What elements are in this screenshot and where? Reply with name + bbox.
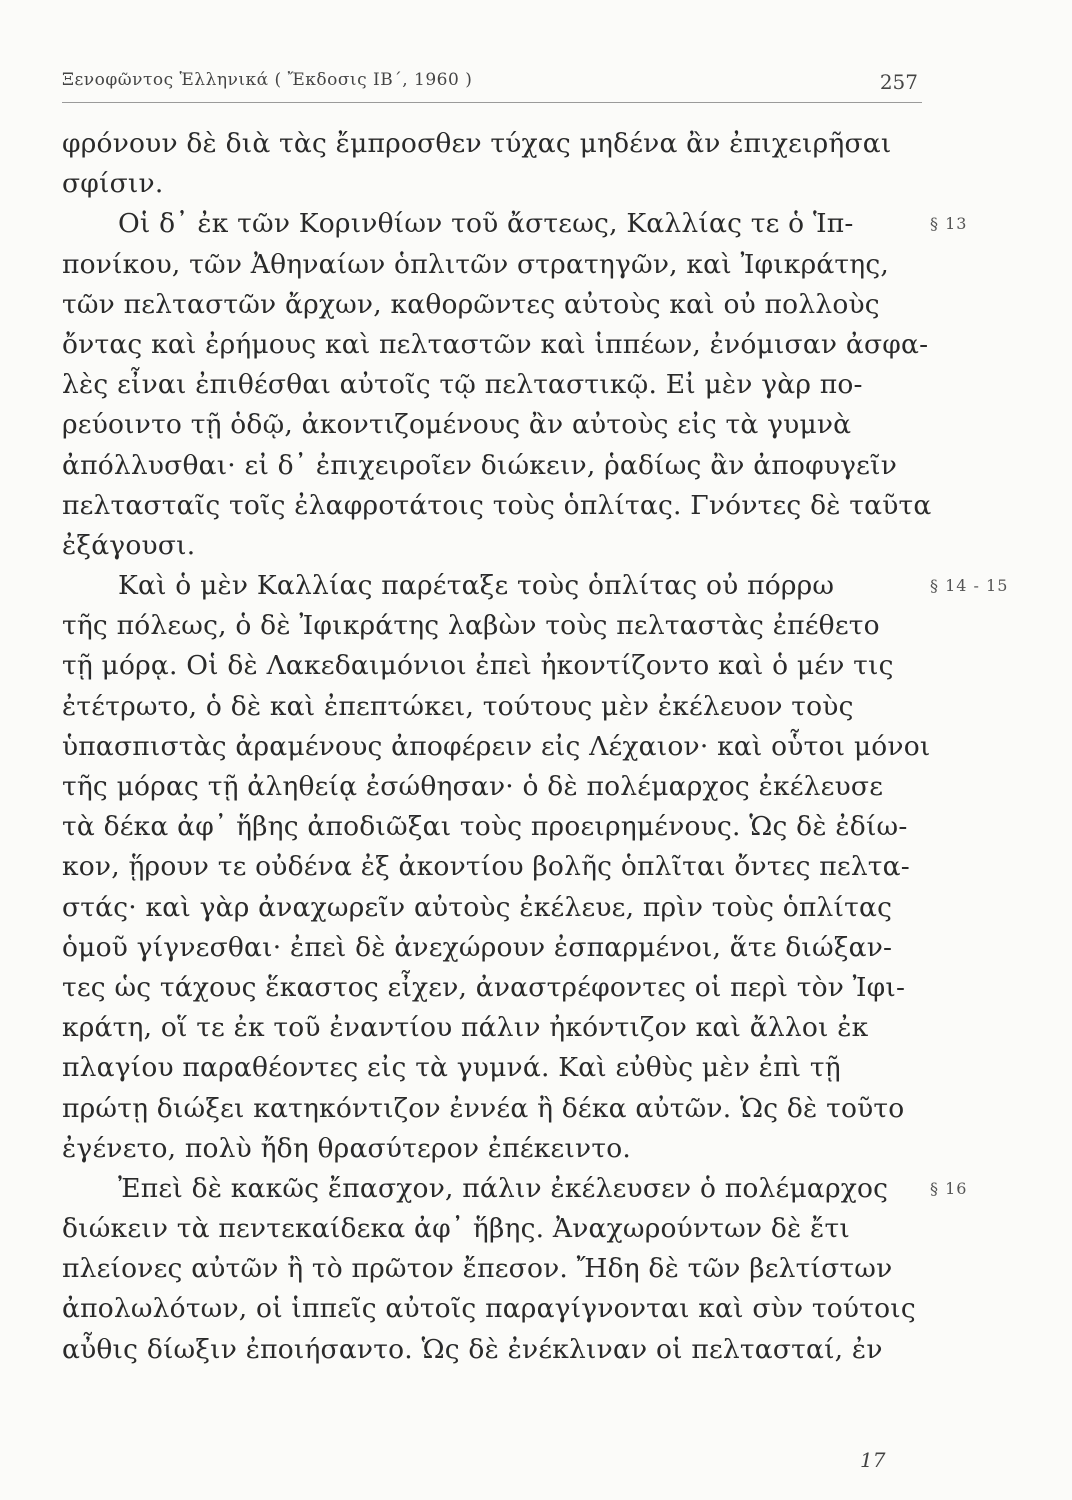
text-line (62, 486, 932, 526)
text-line-content: τῆς πόλεως, ὁ δὲ Ἰφικράτης λαβὼν τοὺς πελταστὰς ἐπέθετο (62, 610, 880, 642)
text-line (62, 807, 922, 847)
text-line (62, 767, 922, 807)
text-line-content: ρεύοιντο τῇ ὁδῷ, ἀκοντιζομένους ἂν αὐτοὺς εἰς τὰ γυμνὰ (62, 409, 852, 441)
text-line-content: πελτασταῖς τοῖς ἐλαφροτάτοις τοὺς ὁπλίτας. Γνόντες δὲ ταῦτα (62, 489, 932, 521)
text-line (62, 968, 922, 1008)
text-line (62, 1129, 922, 1169)
text-line-content: αὖθις δίωξιν ἐποιήσαντο. Ὡς δὲ ἐνέκλιναν οἱ πελτασταί, ἐν (62, 1333, 883, 1365)
text-line (62, 1209, 922, 1249)
text-line-content: Οἱ δ᾽ ἐκ τῶν Κορινθίων τοῦ ἄστεως, Καλλίας τε ὁ Ἱπ- (118, 208, 854, 240)
text-line (62, 1089, 922, 1129)
section-marker: § 14 - 15 (930, 576, 1009, 596)
text-line (62, 526, 922, 566)
text-line (62, 124, 922, 164)
text-line (62, 285, 922, 325)
text-line (62, 606, 922, 646)
text-line-content: ἐτέτρωτο, ὁ δὲ καὶ ἐπεπτώκει, τούτους μὲν ἐκέλευον τοὺς (62, 690, 854, 722)
text-line-content: διώκειν τὰ πεντεκαίδεκα ἀφ᾽ ἥβης. Ἀναχωρούντων δὲ ἔτι (62, 1213, 850, 1245)
text-line (62, 1330, 922, 1370)
text-line-content: τῆς μόρας τῇ ἀληθείᾳ ἐσώθησαν· ὁ δὲ πολέμαρχος ἐκέλευσε (62, 771, 884, 802)
text-line (62, 405, 922, 445)
text-line (62, 888, 922, 928)
page-number: 257 (879, 70, 918, 94)
text-line-content: ὄντας καὶ ἐρήμους καὶ πελταστῶν καὶ ἱππέων, ἐνόμισαν ἀσφα- (62, 328, 929, 360)
text-line (62, 687, 922, 727)
text-line (62, 566, 1009, 606)
text-line-content: λὲς εἶναι ἐπιθέσθαι αὐτοῖς τῷ πελταστικῷ. Εἰ μὲν γὰρ πο- (62, 369, 863, 401)
text-line-content: τὰ δέκα ἀφ᾽ ἥβης ἀποδιῶξαι τοὺς προειρημένους. Ὡς δὲ ἐδίω- (62, 811, 908, 843)
text-line-content: ἀπολωλότων, οἱ ἱππεῖς αὐτοῖς παραγίγνονται καὶ σὺν τούτοις (62, 1293, 916, 1325)
text-line (62, 1048, 922, 1088)
text-line (62, 204, 968, 244)
text-line-content: στάς· καὶ γὰρ ἀναχωρεῖν αὐτοὺς ἐκέλευε, πρὶν τοὺς ὁπλίτας (62, 891, 893, 923)
text-line-content: ἀπόλλυσθαι· εἰ δ᾽ ἐπιχειροῖεν διώκειν, ῥαδίως ἂν ἀποφυγεῖν (62, 449, 898, 481)
text-line (62, 928, 922, 968)
text-line (62, 646, 922, 686)
text-line-content: πονίκου, τῶν Ἀθηναίων ὁπλιτῶν στρατηγῶν, καὶ Ἰφικράτης, (62, 248, 890, 280)
text-line (62, 1249, 922, 1289)
running-title: Ξενοφῶντος Ἑλληνικά ( Ἔκδοσις ΙΒ΄, 1960 ) (62, 70, 473, 90)
signature-mark: 17 (860, 1448, 886, 1472)
text-line-content: σφίσιν. (62, 168, 164, 200)
page-header (62, 66, 922, 103)
text-line-content: τῶν πελταστῶν ἄρχων, καθορῶντες αὐτοὺς καὶ οὐ πολλοὺς (62, 288, 880, 320)
text-line-content: ἐξάγουσι. (62, 529, 196, 561)
text-line-content: κράτη, οἵ τε ἐκ τοῦ ἐναντίου πάλιν ἠκόντιζον καὶ ἄλλοι ἐκ (62, 1012, 869, 1044)
text-line-content: τῇ μόρᾳ. Οἱ δὲ Λακεδαιμόνιοι ἐπεὶ ἠκοντίζοντο καὶ ὁ μέν τις (62, 650, 894, 682)
text-line (62, 1008, 922, 1048)
text-line (62, 1169, 968, 1209)
text-line-content: ἐγένετο, πολὺ ἤδη θρασύτερον ἐπέκειντο. (62, 1132, 631, 1164)
text-line (62, 325, 929, 365)
text-line (62, 847, 922, 887)
text-line-content: κον, ᾕρουν τε οὐδένα ἐξ ἀκοντίου βολῆς ὁπλῖται ὄντες πελτα- (62, 851, 910, 883)
text-line-content: φρόνουν δὲ διὰ τὰς ἔμπροσθεν τύχας μηδένα ἂν ἐπιχειρῆσαι (62, 128, 892, 159)
text-line-content: πρώτῃ διώξει κατηκόντιζον ἐννέα ἢ δέκα αὐτῶν. Ὡς δὲ τοῦτο (62, 1092, 905, 1124)
body-text (62, 124, 1009, 1370)
text-line-content: ὑπασπιστὰς ἀραμένους ἀποφέρειν εἰς Λέχαιον· καὶ οὗτοι μόνοι (62, 730, 931, 762)
text-line (62, 365, 922, 405)
text-line (62, 1289, 922, 1329)
text-line-content: πλείονες αὐτῶν ἢ τὸ πρῶτον ἔπεσον. Ἤδη δὲ τῶν βελτίστων (62, 1253, 893, 1285)
text-line-content: πλαγίου παραθέοντες εἰς τὰ γυμνά. Καὶ εὐθὺς μὲν ἐπὶ τῇ (62, 1052, 841, 1084)
text-line-content: Καὶ ὁ μὲν Καλλίας παρέταξε τοὺς ὁπλίτας οὐ πόρρω (118, 570, 835, 602)
text-line (62, 727, 931, 767)
text-line (62, 245, 922, 285)
text-line (62, 164, 922, 204)
text-line-content: τες ὡς τάχους ἕκαστος εἶχεν, ἀναστρέφοντες οἱ περὶ τὸν Ἰφι- (62, 971, 906, 1003)
text-line (62, 446, 922, 486)
text-line-content: ὁμοῦ γίγνεσθαι· ἐπεὶ δὲ ἀνεχώρουν ἐσπαρμένοι, ἅτε διώξαν- (62, 931, 893, 963)
text-line-content: Ἐπεὶ δὲ κακῶς ἔπασχον, πάλιν ἐκέλευσεν ὁ πολέμαρχος (118, 1172, 889, 1204)
section-marker: § 16 (930, 1178, 968, 1198)
section-marker: § 13 (930, 214, 968, 234)
